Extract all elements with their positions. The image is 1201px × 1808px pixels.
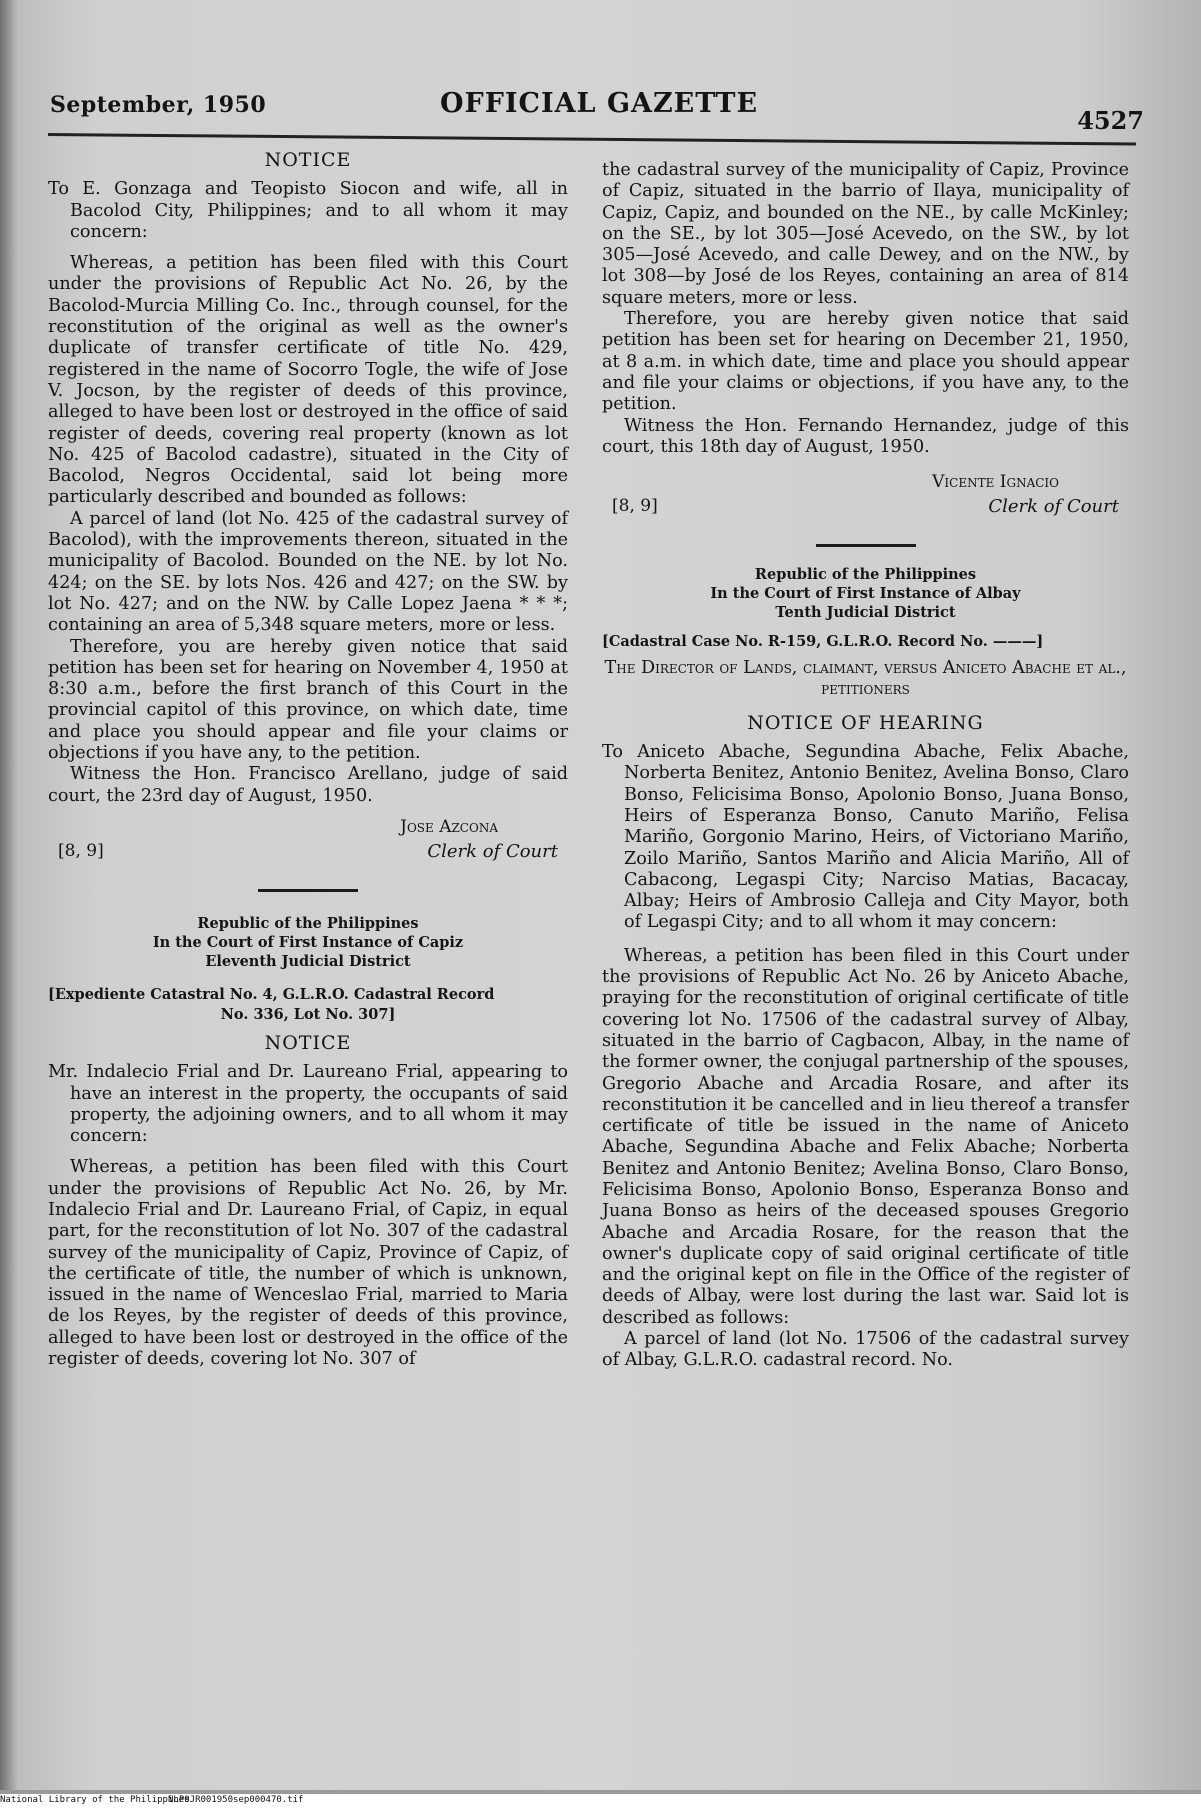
section-divider xyxy=(816,544,916,547)
right-column xyxy=(602,160,1129,1372)
court-line: Republic of the Philippines xyxy=(754,566,977,584)
signature-block xyxy=(48,817,568,865)
clerk-title: Clerk of Court xyxy=(988,496,1119,518)
notice-paragraph: Whereas, a petition has been filed with this Court under the provisions of Republic Act No. 26, by the Bacolod-Murcia Milling Co. Inc., through counsel, for the reconstitution of the original as well as the owner's duplicate of transfer certificate of title No. 429, registered in the name of Socorro Togle, the wife of Jose V. Jocson, by the register of deeds of this province, alleged to have been lost or destroyed in the office of said register of deeds, covering real property (known as lot No. 425 of Bacolod cadastre), situated in the City of Bacolod, Negros Occidental, said lot being more particularly described and bounded as follows: xyxy=(48,253,568,508)
case-caption xyxy=(48,985,568,1025)
issue-reference: [8, 9] xyxy=(58,840,104,861)
footer-source: National Library of the Philippines xyxy=(0,1795,190,1805)
notice-paragraph: Witness the Hon. Francisco Arellano, judge of said court, the 23rd day of August, 1950. xyxy=(48,764,568,806)
footer-filename: NLP0JR001950sep000470.tif xyxy=(168,1795,304,1805)
page-edge-shadow xyxy=(0,0,18,1790)
court-line: Tenth Judicial District xyxy=(775,604,956,622)
court-heading xyxy=(48,914,568,971)
court-line: In the Court of First Instance of Capiz xyxy=(152,933,464,951)
court-heading xyxy=(602,565,1129,622)
notice-title: NOTICE OF HEARING xyxy=(747,711,984,734)
case-parties: The Director of Lands, claimant, versus Aniceto Abache et al., petitioners xyxy=(604,658,1127,700)
clerk-title: Clerk of Court xyxy=(427,840,558,862)
notice-paragraph: Therefore, you are hereby given notice that said petition has been set for hearing on November 4, 1950 at 8:30 a.m., before the first branch of this Court in the provincial capitol of this province, on which date, time and place you should appear and file your claims or objections if you have any, to the petition. xyxy=(48,636,568,764)
notice-title: NOTICE xyxy=(264,1031,352,1054)
court-line: Republic of the Philippines xyxy=(197,914,419,932)
notice-addressee: To Aniceto Abache, Segundina Abache, Felix Abache, Norberta Benitez, Antonio Benitez, Avelina Bonso, Claro Bonso, Felicisima Bonso, Apolonio Bonso, Juana Bonso, Heirs of Esperanza Bonso, Canuto Mariño, Felisa Mariño, Gorgonio Marino, Heirs, of Victoriano Mariño, Zoilo Mariño, Santos Mariño and Alicia Mariño, All of Cabacong, Legaspi City; Narciso Matias, Bacacay, Albay; Heirs of Ambrosio Calleja and City Mayor, both of Legaspi City; and to all whom it may concern: xyxy=(602,742,1129,933)
scan-footer xyxy=(0,1794,1201,1808)
clerk-name: Vicente Ignacio xyxy=(932,472,1059,493)
caption-line: No. 336, Lot No. 307] xyxy=(220,1005,396,1023)
header-rule xyxy=(48,133,1136,145)
court-line: In the Court of First Instance of Albay xyxy=(710,585,1021,603)
notice-addressee: Mr. Indalecio Frial and Dr. Laureano Frial, appearing to have an interest in the property, the occupants of said property, the adjoining owners, and to all whom it may concern: xyxy=(48,1062,568,1147)
issue-reference: [8, 9] xyxy=(612,496,658,517)
header-date: September, 1950 xyxy=(50,92,267,118)
caption-line: [Expediente Catastral No. 4, G.L.R.O. Cadastral Record xyxy=(48,985,495,1003)
clerk-name: Jose Azcona xyxy=(400,816,498,837)
court-line: Eleventh Judicial District xyxy=(205,952,411,970)
section-divider xyxy=(258,889,358,892)
notice-paragraph: A parcel of land (lot No. 425 of the cadastral survey of Bacolod), with the improvements thereon, situated in the municipality of Bacolod. Bounded on the NE. by lot No. 424; on the SE. by lots Nos. 426 and 427; on the SW. by lot No. 427; and on the NW. by Calle Lopez Jaena * * *; containing an area of 5,348 square meters, more or less. xyxy=(48,508,568,636)
notice-title: NOTICE xyxy=(264,149,352,171)
notice-paragraph: the cadastral survey of the municipality of Capiz, Province of Capiz, situated in the barrio of Ilaya, municipality of Capiz, Capiz, and bounded on the NE., by calle McKinley; on the SE., by lot 305—José Acevedo, on the SW., by lot 305—José Acevedo, and calle Dewey, and on the NW., by lot 308—by José de los Reyes, containing an area of 814 square meters, more or less. xyxy=(602,160,1129,308)
header-publication-title: OFFICIAL GAZETTE xyxy=(440,88,759,119)
left-column xyxy=(48,150,568,1370)
notice-paragraph: Whereas, a petition has been filed with this Court under the provisions of Republic Act No. 26, by Mr. Indalecio Frial and Dr. Laureano Frial, of Capiz, in equal part, for the reconstitution of lot No. 307 of the cadastral survey of the municipality of Capiz, Province of Capiz, of the certificate of title, the number of which is unknown, issued in the name of Wenceslao Frial, married to Maria de los Reyes, by the register of deeds of this province, alleged to have been lost or destroyed in the office of the register of deeds, covering lot No. 307 of xyxy=(48,1157,568,1370)
notice-paragraph: Whereas, a petition has been filed in this Court under the provisions of Republic Act No. 26 by Aniceto Abache, praying for the reconstitution of original certificate of title covering lot No. 17506 of the cadastral survey of Albay, situated in the barrio of Cagbacon, Albay, in the name of the former owner, the conjugal partnership of the spouses, Gregorio Abache and Arcadia Rosare, and after its reconstitution it be cancelled and in lieu thereof a transfer certificate of title be issued in the name of Aniceto Abache, Segundina Abache and Felix Abache; Norberta Benitez and Antonio Benitez; Avelina Bonso, Claro Bonso, Felicisima Bonso, Apolonio Bonso, Esperanza Bonso and Juana Bonso as heirs of the deceased spouses Gregorio Abache and Arcadia Rosare, for the reason that the owner's duplicate copy of said original certificate of title and the original kept on file in the Office of the register of deeds of Albay, were lost during the last war. Said lot is described as follows: xyxy=(602,945,1129,1328)
header-page-number: 4527 xyxy=(1077,106,1144,135)
notice-paragraph: Therefore, you are hereby given notice that said petition has been set for hearing on December 21, 1950, at 8 a.m. in which date, time and place you should appear and file your claims or objections, if you have any, to the petition. xyxy=(602,309,1129,415)
notice-paragraph: Witness the Hon. Fernando Hernandez, judge of this court, this 18th day of August, 1950. xyxy=(602,415,1129,457)
notice-addressee: To E. Gonzaga and Teopisto Siocon and wife, all in Bacolod City, Philippines; and to all whom it may concern: xyxy=(48,179,568,242)
case-caption: [Cadastral Case No. R-159, G.L.R.O. Record No. ———] xyxy=(602,633,1044,651)
page-header xyxy=(40,84,1144,135)
signature-block xyxy=(602,472,1129,520)
notice-paragraph: A parcel of land (lot No. 17506 of the cadastral survey of Albay, G.L.R.O. cadastral record. No. xyxy=(602,1329,1129,1371)
